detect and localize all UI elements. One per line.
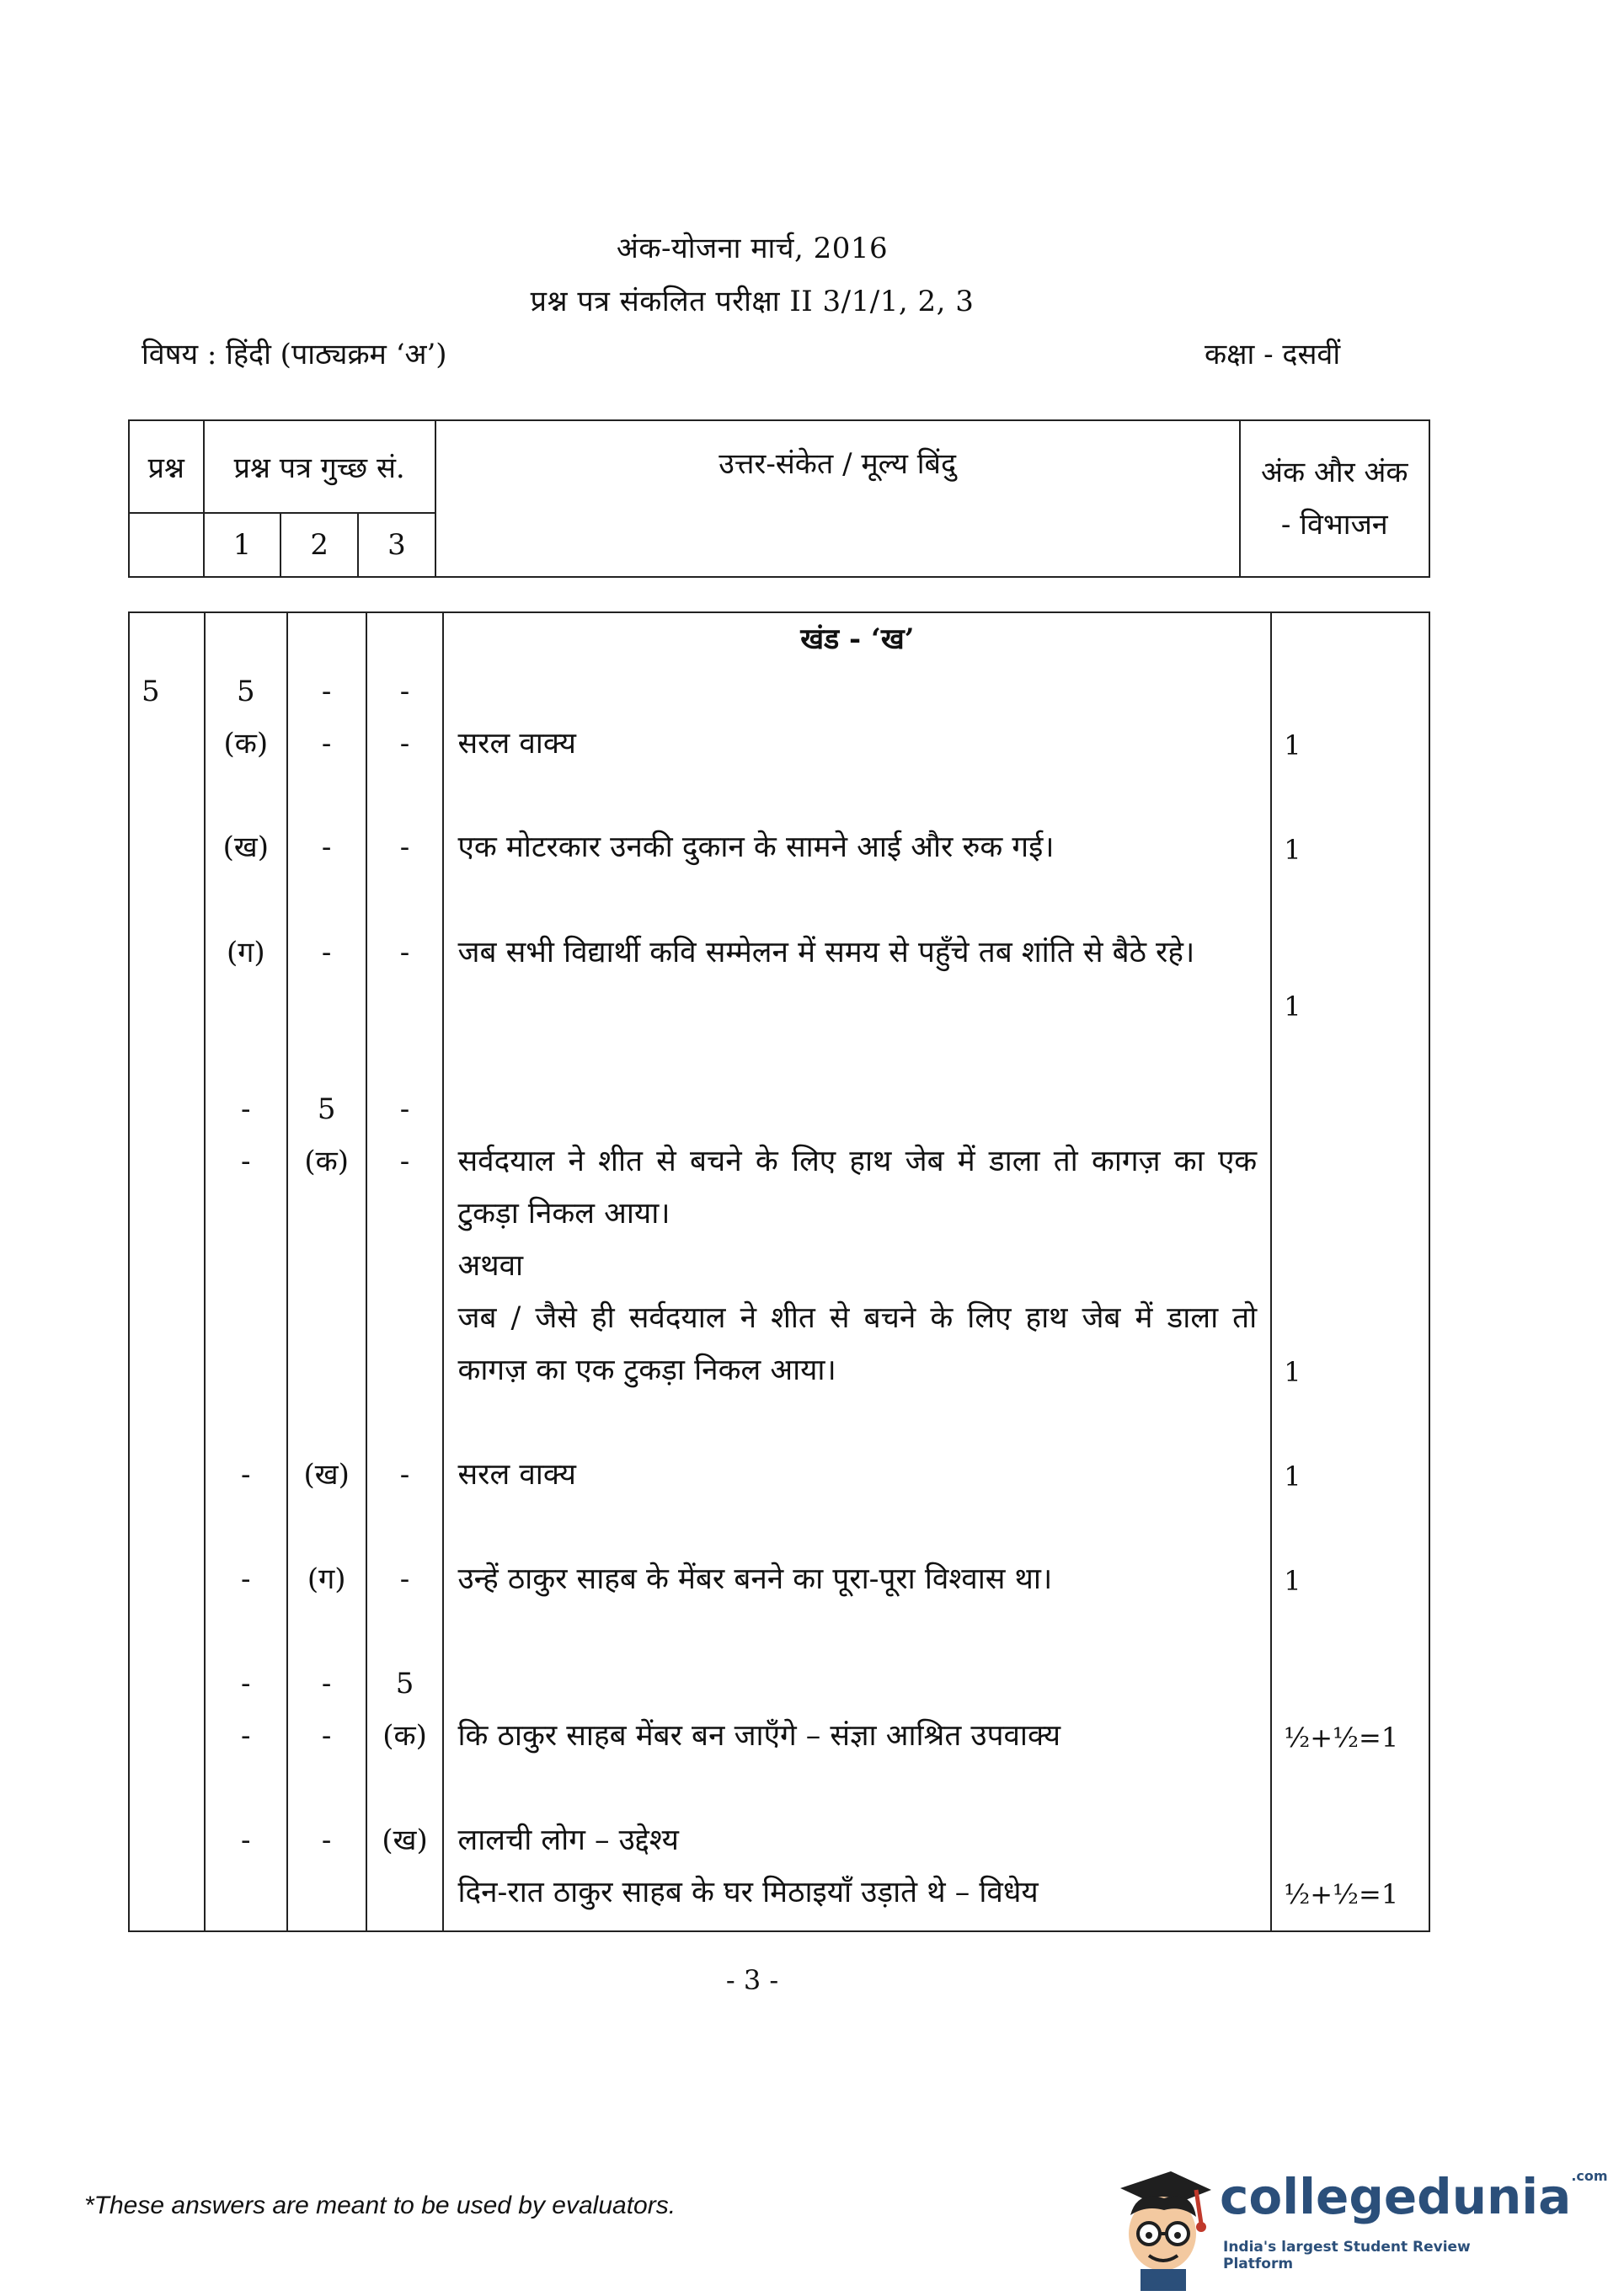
- set3-row8: 5: [395, 1667, 414, 1701]
- set3-row0: -: [399, 675, 410, 708]
- set3-row10: (ख): [382, 1823, 428, 1857]
- col-question-header: प्रश्न: [129, 420, 204, 513]
- col-answer-header: उत्तर-संकेत / मूल्य बिंदु: [435, 420, 1240, 577]
- set3-row6: -: [399, 1458, 410, 1492]
- answer-row10-line1: लालची लोग – उद्देश्य: [457, 1823, 679, 1857]
- header-table: [128, 419, 1430, 578]
- set3-row1: -: [399, 727, 410, 761]
- marks-row1: 1: [1284, 729, 1301, 761]
- set-number-2: 2: [280, 513, 358, 577]
- set1-row7: -: [241, 1562, 251, 1596]
- answer-column: [443, 612, 1271, 1931]
- set2-row4: 5: [317, 1092, 336, 1126]
- scheme-title: अंक-योजना मार्च, 2016: [616, 232, 889, 265]
- answer-row10: [457, 1814, 1257, 1919]
- marks-row3: 1: [1284, 990, 1301, 1023]
- set1-row2: (ख): [222, 830, 269, 864]
- question-column: [129, 612, 205, 1931]
- logo-suffix: .com: [1571, 2168, 1608, 2184]
- logo-name: collegedunia: [1220, 2168, 1572, 2225]
- class-label: कक्षा - दसवीं: [1205, 338, 1341, 371]
- marks-row10: ½+½=1: [1284, 1878, 1399, 1910]
- answer-row1: सरल वाक्य: [457, 727, 576, 761]
- set3-row7: -: [399, 1562, 410, 1596]
- collegedunia-logo: [1112, 2156, 1608, 2291]
- set3-row5: -: [399, 1145, 410, 1178]
- set1-row0: 5: [236, 675, 255, 708]
- set1-row5: -: [241, 1145, 251, 1178]
- set1-row1: (क): [223, 727, 269, 761]
- set1-row6: -: [241, 1458, 251, 1492]
- set2-row0: -: [321, 675, 332, 708]
- answer-row6: सरल वाक्य: [457, 1458, 576, 1492]
- mascot-icon: [1112, 2156, 1216, 2291]
- set3-row2: -: [399, 830, 410, 864]
- set1-row4: -: [241, 1092, 251, 1126]
- question-number: 5: [142, 675, 160, 708]
- set2-row7: (ग): [307, 1562, 346, 1596]
- set3-row9: (क): [382, 1719, 427, 1753]
- set3-row4: -: [399, 1092, 410, 1126]
- answer-table: [128, 611, 1430, 1932]
- exam-title: प्रश्न पत्र संकलित परीक्षा II 3/1/1, 2, 3: [530, 285, 975, 318]
- col-marks-header: अंक और अंक - विभाजन: [1240, 420, 1429, 577]
- set2-column: [287, 612, 366, 1931]
- set2-row3: -: [321, 936, 332, 969]
- set1-column: [205, 612, 287, 1931]
- set2-row10: -: [321, 1823, 332, 1857]
- answer-row7: उन्हें ठाकुर साहब के मेंबर बनने का पूरा-पूरा विश्वास था।: [457, 1562, 1053, 1596]
- marks-row6: 1: [1284, 1460, 1301, 1492]
- section-title: खंड - ‘ख’: [800, 622, 915, 656]
- answer-row5-or: अथवा: [457, 1249, 524, 1283]
- set2-row1: -: [321, 727, 332, 761]
- set1-row8: -: [241, 1667, 251, 1701]
- set3-column: [366, 612, 444, 1931]
- subject-label: विषय : हिंदी (पाठ्यक्रम ‘अ’): [142, 338, 447, 371]
- set3-row3: -: [399, 936, 410, 969]
- marks-row2: 1: [1284, 834, 1301, 866]
- col-question-blank: [129, 513, 204, 577]
- set1-row9: -: [241, 1719, 251, 1753]
- marks-row9: ½+½=1: [1284, 1722, 1399, 1754]
- evaluator-footnote: *These answers are meant to be used by evaluators.: [84, 2192, 676, 2219]
- answer-row9: कि ठाकुर साहब मेंबर बन जाएँगे – संज्ञा आश्रित उपवाक्य: [457, 1719, 1061, 1753]
- set1-row10: -: [241, 1823, 251, 1857]
- answer-row10-line2: दिन-रात ठाकुर साहब के घर मिठाइयाँ उड़ाते थे – विधेय: [457, 1876, 1039, 1909]
- set2-row5: (क): [304, 1145, 349, 1178]
- answer-row5: [457, 1135, 1257, 1396]
- marks-row7: 1: [1284, 1565, 1301, 1597]
- set1-row3: (ग): [226, 936, 265, 969]
- answer-row2: एक मोटरकार उनकी दुकान के सामने आई और रुक गई।: [457, 830, 1055, 864]
- answer-row3: जब सभी विद्यार्थी कवि सम्मेलन में समय से पहुँचे तब शांति से बैठे रहे।: [457, 936, 1195, 969]
- set-number-1: 1: [204, 513, 281, 577]
- set-number-3: 3: [358, 513, 435, 577]
- marks-column: [1271, 612, 1429, 1931]
- set2-row2: -: [321, 830, 332, 864]
- col-set-header: प्रश्न पत्र गुच्छ सं.: [204, 420, 435, 513]
- answer-row5-alt: जब / जैसे ही सर्वदयाल ने शीत से बचने के लिए हाथ जेब में डाला तो कागज़ का एक टुकड़ा निकल आया।: [457, 1301, 1258, 1387]
- set2-row6: (ख): [303, 1458, 350, 1492]
- marks-row5: 1: [1284, 1356, 1301, 1388]
- answer-row5-main: सर्वदयाल ने शीत से बचने के लिए हाथ जेब में डाला तो कागज़ का एक टुकड़ा निकल आया।: [457, 1145, 1258, 1231]
- set2-row9: -: [321, 1719, 332, 1753]
- page-number: - 3 -: [725, 1964, 779, 1996]
- logo-tagline: India's largest Student Review Platform: [1223, 2239, 1471, 2272]
- set2-row8: -: [321, 1667, 332, 1701]
